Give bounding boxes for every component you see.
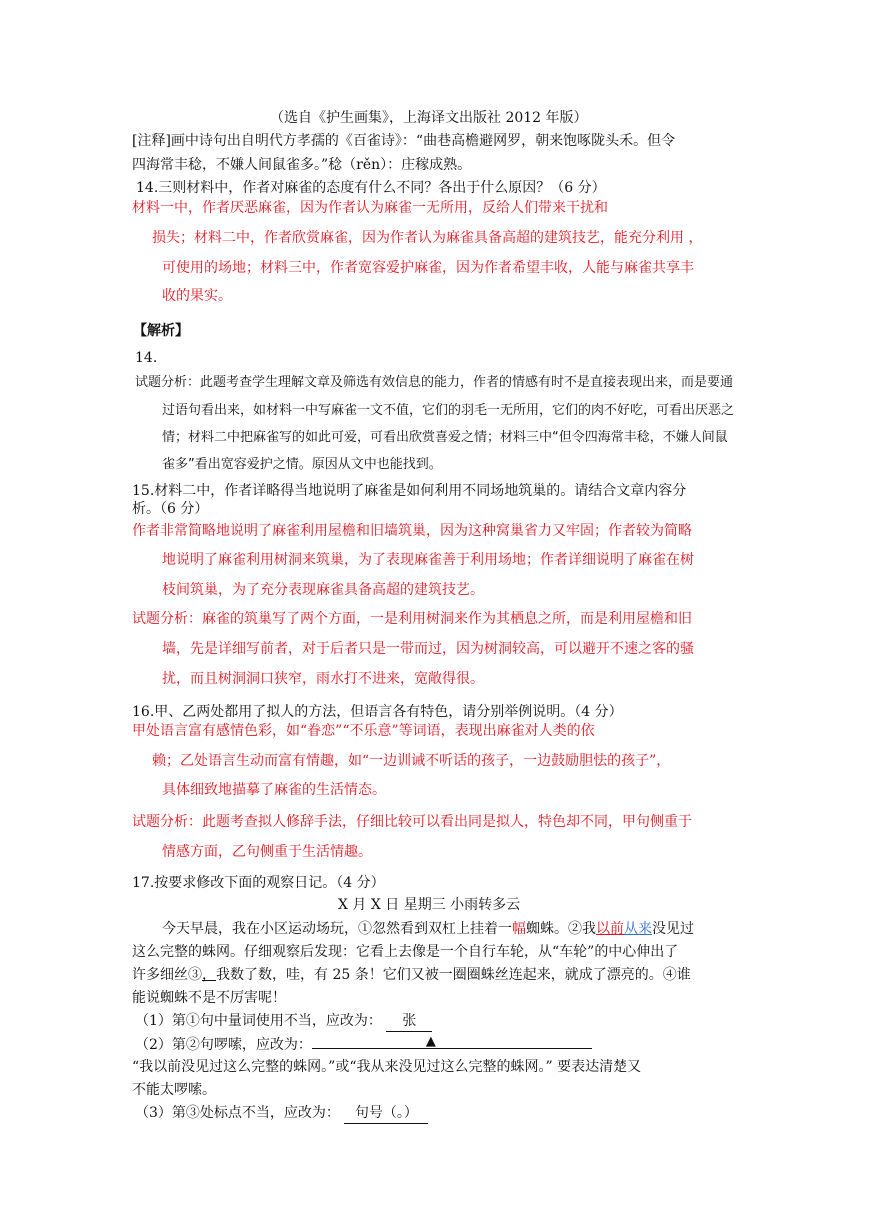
answer-14-line-4: 收的果实。 [162, 288, 232, 304]
triangle-marker-icon: ▲ [425, 1034, 436, 1049]
subquestion-1-label: （1）第①句中量词使用不当，应改为： [135, 1013, 382, 1029]
diary-line-4: 能说蜘蛛不是不厉害呢！ [132, 990, 286, 1006]
subquestion-2-answer-line-1: “我以前没见过这么完整的蛛网。”或“我从来没见过这么完整的蛛网。” 要表达清楚又 [132, 1059, 642, 1075]
diary-line-1-b: 蜘蛛。②我 [526, 921, 596, 937]
subquestion-2-blank [312, 1034, 592, 1049]
diary-header: X 月 X 日 星期三 小雨转多云 [338, 897, 521, 913]
question-16: 16.甲、乙两处都用了拟人的方法，但语言各有特色，请分别举例说明。（4 分） [132, 704, 623, 720]
diary-line-1-c: 没见过 [652, 921, 694, 937]
diary-line-2: 这么完整的蛛网。仔细观察后发现：它看上去像是一个自行车轮，从“车轮”的中心伸出了 [132, 944, 679, 960]
analysis-14-line-2: 过语句看出来，如材料一中写麻雀一文不值，它们的羽毛一无所用，它们的肉不好吃，可看出厌恶之 [162, 403, 735, 418]
diary-underline-conglai: 从来 [624, 921, 652, 937]
subquestion-2-label: （2）第②句啰嗦，应改为： [135, 1037, 312, 1053]
question-15-line-1: 15.材料二中，作者详略得当地说明了麻雀是如何利用不同场地筑巢的。请结合文章内容分 [132, 483, 687, 499]
subquestion-1-answer: 张 [386, 1011, 432, 1032]
analysis-14-line-3: 情；材料二中把麻雀写的如此可爱，可看出欣赏喜爱之情；材料三中“但令四海常丰稔，不嫌人间鼠 [162, 430, 728, 445]
question-14: 14.三则材料中，作者对麻雀的态度有什么不同？各出于什么原因？（6 分） [136, 180, 606, 196]
analysis-15-line-3: 扰，而且树洞洞口狭窄，雨水打不进来，宽敞得很。 [162, 671, 484, 687]
answer-16-line-1: 甲处语言富有感情色彩，如“眷恋”“不乐意”等词语，表现出麻雀对人类的依 [132, 723, 595, 739]
analysis-number-14: 14. [135, 350, 158, 366]
answer-16-line-3: 具体细致地描摹了麻雀的生活情态。 [162, 782, 386, 798]
answer-15-line-1: 作者非常简略地说明了麻雀利用屋檐和旧墙筑巢，因为这种窝巢省力又牢固；作者较为简略 [132, 523, 692, 539]
subquestion-3 [135, 1103, 428, 1124]
diary-highlight-measure-word: 幅 [512, 921, 526, 937]
analysis-15-line-2: 墙，先是详细写前者，对于后者只是一带而过，因为树洞较高，可以避开不速之客的骚 [162, 641, 694, 657]
answer-15-line-3: 枝间筑巢，为了充分表现麻雀具备高超的建筑技艺。 [162, 582, 484, 598]
diary-line-3-a: 许多细丝③ [132, 967, 202, 983]
analysis-heading: 【解析】 [133, 323, 189, 339]
diary-line-1 [162, 919, 694, 939]
question-15-line-2: 析。（6 分） [132, 501, 209, 517]
answer-14-line-2: 损失；材料二中，作者欣赏麻雀，因为作者认为麻雀具备高超的建筑技艺，能充分利用 ， [152, 230, 703, 246]
subquestion-2 [135, 1034, 592, 1055]
answer-14-line-3: 可使用的场地；材料三中，作者宽容爱护麻雀，因为作者希望丰收，人能与麻雀共享丰 [162, 260, 694, 276]
answer-14-line-1: 材料一中，作者厌恶麻雀，因为作者认为麻雀一无所用，反给人们带来干扰和 [132, 200, 608, 216]
analysis-15-line-1: 试题分析：麻雀的筑巢写了两个方面，一是利用树洞来作为其栖息之所，而是利用屋檐和旧 [132, 611, 692, 627]
subquestion-2-answer-line-2: 不能太啰嗦。 [132, 1082, 216, 1098]
analysis-14-line-4: 雀多”看出宽容爱护之情。原因从文中也能找到。 [162, 457, 442, 472]
subquestion-1 [135, 1011, 432, 1032]
analysis-14-line-1: 试题分析：此题考查学生理解文章及筛选有效信息的能力，作者的情感有时不是直接表现出来，而是要通 [135, 375, 734, 390]
question-17: 17.按要求修改下面的观察日记。（4 分） [132, 875, 385, 891]
analysis-16-line-1: 试题分析：此题考查拟人修辞手法，仔细比较可以看出同是拟人，特色却不同，甲句侧重于 [132, 814, 692, 830]
diary-underline-yiqian: 以前 [596, 921, 624, 937]
diary-line-3 [132, 965, 691, 985]
diary-line-1-a: 今天早晨，我在小区运动场玩，①忽然看到双杠上挂着一 [162, 921, 512, 937]
note-line-2: 四海常丰稔，不嫌人间鼠雀多。”稔（rěn）：庄稼成熟。 [132, 157, 472, 173]
analysis-16-line-2: 情感方面，乙句侧重于生活情趣。 [162, 844, 372, 860]
diary-line-3-c: 我数了数，哇，有 25 条！它们又被一圈圈蛛丝连起来，就成了漂亮的。④谁 [216, 967, 691, 983]
answer-16-line-2: 赖；乙处语言生动而富有情趣，如“一边训诫不听话的孩子，一边鼓励胆怯的孩子”， [152, 753, 671, 769]
diary-marked-comma: ， [202, 967, 216, 983]
note-line-1: [注释]画中诗句出自明代方孝孺的《百雀诗》：“曲巷高檐避网罗，朝来饱啄陇头禾。但令 [132, 133, 676, 149]
subquestion-3-answer: 句号（。） [344, 1103, 428, 1124]
answer-15-line-2: 地说明了麻雀利用树洞来筑巢，为了表现麻雀善于利用场地；作者详细说明了麻雀在树 [162, 552, 694, 568]
source-citation: （选自《护生画集》，上海译文出版社 2012 年版） [270, 110, 588, 126]
subquestion-3-label: （3）第③处标点不当，应改为： [135, 1105, 340, 1121]
